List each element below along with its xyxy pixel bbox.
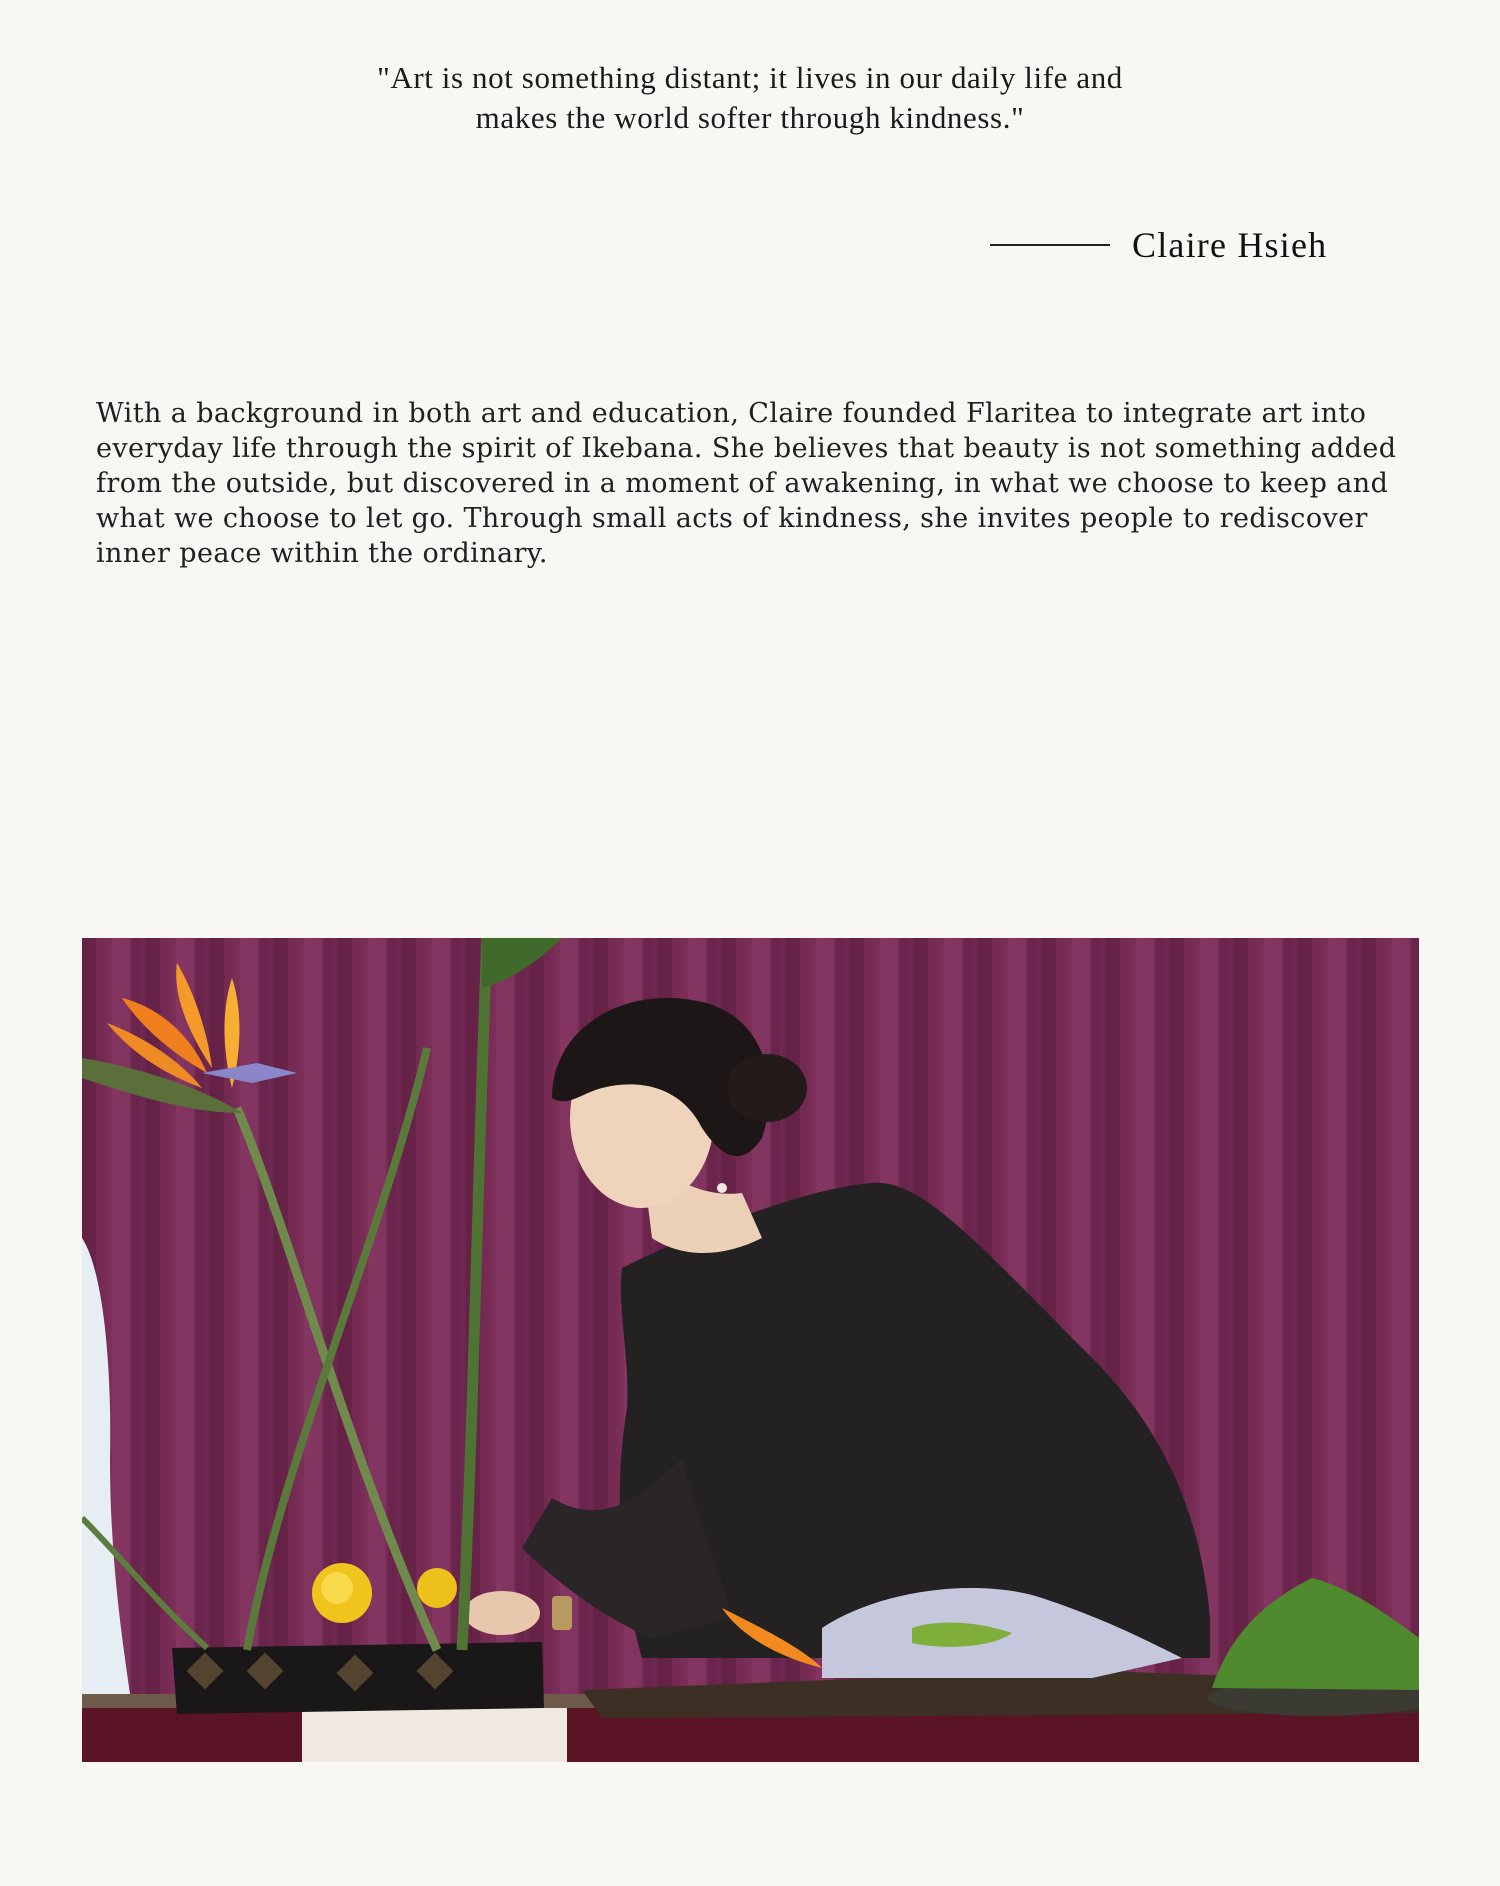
bio-paragraph: With a background in both art and education, Claire founded Flaritea to integrate art into everyday life through the spirit of Ikebana. She believes that beauty is not something added from the outside, but discovered in a moment of awakening, in what we choose to keep and what we choose to let go. Through small acts of kindness, she invites people to rediscover inner peace within the ordinary. <box>96 398 1397 569</box>
ikebana-photo-illustration <box>82 938 1419 1762</box>
wristwatch <box>552 1596 572 1630</box>
author-name: Claire Hsieh <box>1132 225 1328 265</box>
hair-bun <box>727 1054 807 1122</box>
quote-block <box>300 58 1200 138</box>
earring <box>717 1183 727 1193</box>
portrait-photo <box>82 938 1419 1762</box>
woman-hand <box>464 1591 540 1635</box>
table-paper <box>302 1708 567 1762</box>
quote-line-1: "Art is not something distant; it lives in our daily life and <box>377 60 1123 95</box>
yellow-flower-2 <box>417 1568 457 1608</box>
quote-attribution <box>990 220 1327 270</box>
attribution-dash <box>990 244 1110 246</box>
quote-line-2: makes the world softer through kindness." <box>475 100 1025 135</box>
